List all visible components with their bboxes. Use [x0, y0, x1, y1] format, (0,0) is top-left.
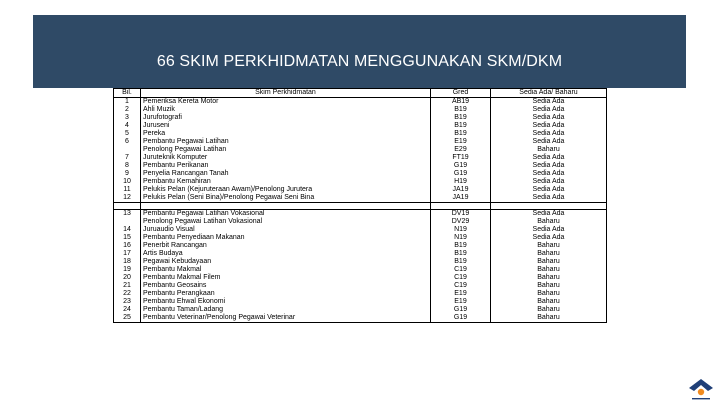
- cell-gred: G19: [453, 306, 468, 313]
- table-group-2: [114, 210, 607, 323]
- cell-gred: B19: [454, 242, 467, 249]
- cell-skim: Pembantu Kemahiran: [143, 178, 211, 185]
- cell-status: Sedia Ada: [532, 138, 565, 145]
- cell-bil: 13: [123, 210, 131, 217]
- cell-skim: Pembantu Ehwal Ekonomi: [143, 298, 226, 305]
- cell-bil: 20: [123, 274, 131, 281]
- cell-status: Baharu: [537, 250, 560, 257]
- cell-status: Baharu: [537, 218, 560, 225]
- cell-bil: 12: [123, 194, 131, 201]
- cell-status: Baharu: [537, 290, 560, 297]
- cell-status: Sedia Ada: [532, 186, 565, 193]
- cell-gred: G19: [453, 314, 468, 321]
- cell-skim: Pelukis Pelan (Kejuruteraan Awam)/Penolong Jurutera: [143, 186, 313, 193]
- cell-bil: [116, 218, 138, 226]
- cell-gred: FT19: [452, 154, 469, 161]
- cell-gred: C19: [454, 282, 467, 289]
- cell-skim: Pereka: [143, 130, 166, 137]
- cell-status: Sedia Ada: [532, 194, 565, 201]
- cell-skim: Penolong Pegawai Latihan Vokasional: [143, 218, 263, 225]
- cell-gred: E19: [454, 290, 467, 297]
- cell-bil: 4: [125, 122, 129, 129]
- cell-bil: 24: [123, 306, 131, 313]
- cell-gred: DV19: [451, 210, 470, 217]
- cell-gred: AB19: [451, 98, 470, 105]
- table-gap-row: [114, 203, 607, 210]
- cell-gred: G19: [453, 170, 468, 177]
- cell-gred: B19: [454, 250, 467, 257]
- group-1-gred-cell: [431, 98, 491, 203]
- cell-gred: B19: [454, 122, 467, 129]
- cell-status: Baharu: [537, 282, 560, 289]
- cell-bil: 19: [123, 266, 131, 273]
- cell-bil: 9: [125, 170, 129, 177]
- cell-skim: Pembantu Makmal: [143, 266, 202, 273]
- cell-skim: Juruteknik Komputer: [143, 154, 208, 161]
- cell-bil: 22: [123, 290, 131, 297]
- cell-status: Sedia Ada: [532, 210, 565, 217]
- cell-skim: Pembantu Veterinar/Penolong Pegawai Veterinar: [143, 314, 296, 321]
- cell-skim: Pembantu Pegawai Latihan Vokasional: [143, 210, 265, 217]
- cell-status: Baharu: [537, 314, 560, 321]
- cell-gred: N19: [454, 234, 467, 241]
- cell-skim: Pembantu Geosains: [143, 282, 207, 289]
- header-bil: Bil.: [114, 89, 141, 98]
- cell-status: Sedia Ada: [532, 130, 565, 137]
- cell-gred: G19: [453, 162, 468, 169]
- cell-gred: B19: [454, 106, 467, 113]
- cell-gred: JA19: [452, 186, 469, 193]
- cell-skim: Penyelia Rancangan Tanah: [143, 170, 229, 177]
- cell-gred: H19: [454, 178, 467, 185]
- cell-status: Sedia Ada: [532, 170, 565, 177]
- title-banner: [33, 15, 686, 88]
- cell-status: Sedia Ada: [532, 234, 565, 241]
- cell-bil: 21: [123, 282, 131, 289]
- cell-status: Baharu: [537, 306, 560, 313]
- cell-bil: 10: [123, 178, 131, 185]
- cell-gred: E19: [454, 138, 467, 145]
- cell-gred: C19: [454, 266, 467, 273]
- cell-skim: Juruaudio Visual: [143, 226, 195, 233]
- skim-table: [113, 88, 607, 323]
- cell-gred: JA19: [452, 194, 469, 201]
- cell-skim: Jurufotografi: [143, 114, 182, 121]
- cell-gred: B19: [454, 130, 467, 137]
- table-group-1: [114, 98, 607, 203]
- group-1-skim-cell: [141, 98, 431, 203]
- group-2-gred-cell: [431, 210, 491, 323]
- cell-status: Baharu: [537, 274, 560, 281]
- cell-bil: 3: [125, 114, 129, 121]
- cell-status: Baharu: [537, 298, 560, 305]
- table-header-row: [114, 89, 607, 98]
- group-1-status-cell: [491, 98, 607, 203]
- cell-status: Sedia Ada: [532, 98, 565, 105]
- cell-gred: E19: [454, 298, 467, 305]
- slide-title: 66 SKIM PERKHIDMATAN MENGGUNAKAN SKM/DKM: [156, 53, 563, 70]
- cell-bil: 17: [123, 250, 131, 257]
- cell-skim: Pembantu Taman/Ladang: [143, 306, 224, 313]
- cell-skim: Pembantu Pegawai Latihan: [143, 138, 229, 145]
- cell-bil: 6: [125, 138, 129, 145]
- cell-skim: Pembantu Penyediaan Makanan: [143, 234, 245, 241]
- cell-gred: B19: [454, 114, 467, 121]
- cell-status: Sedia Ada: [532, 226, 565, 233]
- cell-skim: Artis Budaya: [143, 250, 183, 257]
- cell-bil: 18: [123, 258, 131, 265]
- cell-skim: Pelukis Pelan (Seni Bina)/Penolong Pegawai Seni Bina: [143, 194, 315, 201]
- cell-bil: 23: [123, 298, 131, 305]
- cell-bil: [116, 146, 138, 154]
- header-status: Sedia Ada/ Baharu: [491, 89, 607, 98]
- cell-skim: Pembantu Perangkaan: [143, 290, 215, 297]
- cell-gred: N19: [454, 226, 467, 233]
- group-1-bil-cell: [114, 98, 141, 203]
- cell-skim: Pegawai Kebudayaan: [143, 258, 212, 265]
- group-2-bil-cell: [114, 210, 141, 323]
- cell-status: Sedia Ada: [532, 122, 565, 129]
- cell-bil: 25: [123, 314, 131, 321]
- cell-skim: Ahli Muzik: [143, 106, 175, 113]
- group-2-skim-cell: [141, 210, 431, 323]
- cell-gred: DV29: [451, 218, 470, 225]
- cell-bil: 7: [125, 154, 129, 161]
- cell-gred: C19: [454, 274, 467, 281]
- cell-status: Sedia Ada: [532, 178, 565, 185]
- cell-status: Sedia Ada: [532, 154, 565, 161]
- cell-bil: 14: [123, 226, 131, 233]
- cell-status: Sedia Ada: [532, 114, 565, 121]
- cell-skim: Penerbit Rancangan: [143, 242, 207, 249]
- cell-status: Baharu: [537, 266, 560, 273]
- cell-bil: 11: [123, 186, 131, 193]
- cell-skim: Pemeriksa Kereta Motor: [143, 98, 219, 105]
- cell-skim: Pembantu Perikanan: [143, 162, 209, 169]
- cell-status: Baharu: [537, 146, 560, 153]
- cell-status: Baharu: [537, 258, 560, 265]
- cell-skim: Pembantu Makmal Filem: [143, 274, 221, 281]
- cell-skim: Penolong Pegawai Latihan: [143, 146, 227, 153]
- cell-bil: 2: [125, 106, 129, 113]
- cell-bil: 15: [123, 234, 131, 241]
- cell-gred: E29: [454, 146, 467, 153]
- group-2-status-cell: [491, 210, 607, 323]
- cell-skim: Juruseni: [143, 122, 170, 129]
- cell-gred: B19: [454, 258, 467, 265]
- cell-bil: 8: [125, 162, 129, 169]
- cell-bil: 5: [125, 130, 129, 137]
- jpa-logo-icon: [686, 368, 716, 402]
- cell-status: Baharu: [537, 242, 560, 249]
- header-skim: Skim Perkhidmatan: [141, 89, 431, 98]
- header-gred: Gred: [431, 89, 491, 98]
- cell-status: Sedia Ada: [532, 106, 565, 113]
- cell-status: Sedia Ada: [532, 162, 565, 169]
- cell-bil: 16: [123, 242, 131, 249]
- cell-bil: 1: [125, 98, 129, 105]
